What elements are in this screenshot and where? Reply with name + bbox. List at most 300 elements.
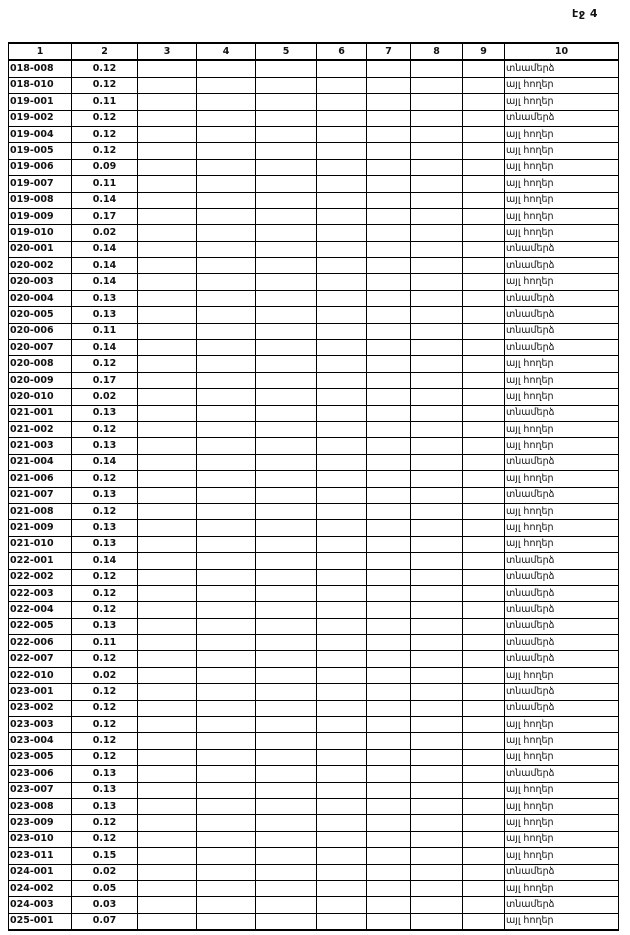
area-value-cell: 0.09 bbox=[72, 159, 138, 175]
plot-code-cell: 022-002 bbox=[9, 569, 72, 585]
table-row bbox=[9, 176, 619, 192]
plot-code-cell: 023-011 bbox=[9, 848, 72, 864]
empty-cell-col-4 bbox=[197, 176, 256, 192]
empty-cell-col-3 bbox=[138, 307, 197, 323]
table-row bbox=[9, 454, 619, 470]
area-value-cell: 0.07 bbox=[72, 913, 138, 930]
table-row bbox=[9, 356, 619, 372]
table-row bbox=[9, 323, 619, 339]
empty-cell-col-6 bbox=[317, 897, 367, 913]
empty-cell-col-4 bbox=[197, 487, 256, 503]
land-type-cell: այլ հողեր bbox=[505, 848, 619, 864]
empty-cell-col-9 bbox=[463, 274, 505, 290]
empty-cell-col-5 bbox=[256, 421, 317, 437]
empty-cell-col-8 bbox=[411, 536, 463, 552]
plot-code-cell: 022-010 bbox=[9, 667, 72, 683]
empty-cell-col-8 bbox=[411, 569, 463, 585]
empty-cell-col-8 bbox=[411, 503, 463, 519]
empty-cell-col-9 bbox=[463, 831, 505, 847]
empty-cell-col-7 bbox=[367, 208, 411, 224]
area-value-cell: 0.13 bbox=[72, 438, 138, 454]
empty-cell-col-5 bbox=[256, 192, 317, 208]
empty-cell-col-3 bbox=[138, 323, 197, 339]
empty-cell-col-9 bbox=[463, 635, 505, 651]
column-header-4: 4 bbox=[197, 43, 256, 60]
empty-cell-col-4 bbox=[197, 60, 256, 77]
empty-cell-col-8 bbox=[411, 110, 463, 126]
empty-cell-col-3 bbox=[138, 159, 197, 175]
land-type-cell: տնամերձ bbox=[505, 569, 619, 585]
empty-cell-col-5 bbox=[256, 471, 317, 487]
table-row bbox=[9, 602, 619, 618]
empty-cell-col-9 bbox=[463, 290, 505, 306]
empty-cell-col-6 bbox=[317, 143, 367, 159]
area-value-cell: 0.12 bbox=[72, 700, 138, 716]
land-type-cell: այլ հողեր bbox=[505, 421, 619, 437]
empty-cell-col-6 bbox=[317, 471, 367, 487]
empty-cell-col-9 bbox=[463, 815, 505, 831]
land-type-cell: տնամերձ bbox=[505, 897, 619, 913]
empty-cell-col-7 bbox=[367, 782, 411, 798]
land-type-cell: տնամերձ bbox=[505, 340, 619, 356]
empty-cell-col-5 bbox=[256, 208, 317, 224]
empty-cell-col-8 bbox=[411, 667, 463, 683]
empty-cell-col-9 bbox=[463, 553, 505, 569]
empty-cell-col-4 bbox=[197, 110, 256, 126]
land-type-cell: այլ հողեր bbox=[505, 913, 619, 930]
empty-cell-col-5 bbox=[256, 569, 317, 585]
empty-cell-col-3 bbox=[138, 143, 197, 159]
land-type-cell: այլ հողեր bbox=[505, 159, 619, 175]
empty-cell-col-3 bbox=[138, 880, 197, 896]
table-row bbox=[9, 798, 619, 814]
empty-cell-col-8 bbox=[411, 766, 463, 782]
empty-cell-col-3 bbox=[138, 749, 197, 765]
empty-cell-col-4 bbox=[197, 815, 256, 831]
empty-cell-col-7 bbox=[367, 241, 411, 257]
empty-cell-col-4 bbox=[197, 290, 256, 306]
empty-cell-col-3 bbox=[138, 94, 197, 110]
empty-cell-col-8 bbox=[411, 421, 463, 437]
empty-cell-col-3 bbox=[138, 520, 197, 536]
plot-code-cell: 020-003 bbox=[9, 274, 72, 290]
empty-cell-col-4 bbox=[197, 667, 256, 683]
empty-cell-col-8 bbox=[411, 487, 463, 503]
empty-cell-col-9 bbox=[463, 454, 505, 470]
plot-code-cell: 020-006 bbox=[9, 323, 72, 339]
column-header-6: 6 bbox=[317, 43, 367, 60]
plot-code-cell: 018-008 bbox=[9, 60, 72, 77]
empty-cell-col-9 bbox=[463, 77, 505, 93]
plot-code-cell: 023-008 bbox=[9, 798, 72, 814]
plot-code-cell: 021-009 bbox=[9, 520, 72, 536]
empty-cell-col-6 bbox=[317, 848, 367, 864]
empty-cell-col-7 bbox=[367, 651, 411, 667]
empty-cell-col-7 bbox=[367, 110, 411, 126]
empty-cell-col-4 bbox=[197, 372, 256, 388]
empty-cell-col-3 bbox=[138, 405, 197, 421]
empty-cell-col-4 bbox=[197, 635, 256, 651]
empty-cell-col-3 bbox=[138, 864, 197, 880]
empty-cell-col-7 bbox=[367, 848, 411, 864]
table-row bbox=[9, 651, 619, 667]
empty-cell-col-6 bbox=[317, 389, 367, 405]
empty-cell-col-6 bbox=[317, 815, 367, 831]
empty-cell-col-5 bbox=[256, 913, 317, 930]
empty-cell-col-5 bbox=[256, 389, 317, 405]
empty-cell-col-4 bbox=[197, 602, 256, 618]
empty-cell-col-9 bbox=[463, 110, 505, 126]
table-row bbox=[9, 274, 619, 290]
empty-cell-col-9 bbox=[463, 356, 505, 372]
area-value-cell: 0.12 bbox=[72, 651, 138, 667]
empty-cell-col-9 bbox=[463, 798, 505, 814]
table-row bbox=[9, 208, 619, 224]
empty-cell-col-7 bbox=[367, 159, 411, 175]
area-value-cell: 0.12 bbox=[72, 356, 138, 372]
empty-cell-col-8 bbox=[411, 60, 463, 77]
empty-cell-col-5 bbox=[256, 77, 317, 93]
land-type-cell: տնամերձ bbox=[505, 766, 619, 782]
empty-cell-col-5 bbox=[256, 241, 317, 257]
plot-code-cell: 023-007 bbox=[9, 782, 72, 798]
empty-cell-col-8 bbox=[411, 913, 463, 930]
empty-cell-col-3 bbox=[138, 372, 197, 388]
plot-code-cell: 020-005 bbox=[9, 307, 72, 323]
empty-cell-col-9 bbox=[463, 487, 505, 503]
empty-cell-col-6 bbox=[317, 438, 367, 454]
empty-cell-col-8 bbox=[411, 848, 463, 864]
plot-code-cell: 022-001 bbox=[9, 553, 72, 569]
empty-cell-col-7 bbox=[367, 225, 411, 241]
empty-cell-col-9 bbox=[463, 503, 505, 519]
land-type-cell: այլ հողեր bbox=[505, 880, 619, 896]
empty-cell-col-7 bbox=[367, 520, 411, 536]
empty-cell-col-4 bbox=[197, 585, 256, 601]
empty-cell-col-8 bbox=[411, 864, 463, 880]
area-value-cell: 0.12 bbox=[72, 60, 138, 77]
plot-code-cell: 020-007 bbox=[9, 340, 72, 356]
area-value-cell: 0.17 bbox=[72, 372, 138, 388]
empty-cell-col-3 bbox=[138, 208, 197, 224]
area-value-cell: 0.15 bbox=[72, 848, 138, 864]
empty-cell-col-5 bbox=[256, 143, 317, 159]
empty-cell-col-9 bbox=[463, 471, 505, 487]
empty-cell-col-5 bbox=[256, 405, 317, 421]
empty-cell-col-3 bbox=[138, 602, 197, 618]
empty-cell-col-3 bbox=[138, 553, 197, 569]
empty-cell-col-8 bbox=[411, 274, 463, 290]
land-type-cell: այլ հողեր bbox=[505, 520, 619, 536]
table-row bbox=[9, 94, 619, 110]
empty-cell-col-7 bbox=[367, 176, 411, 192]
table-row bbox=[9, 749, 619, 765]
empty-cell-col-9 bbox=[463, 241, 505, 257]
empty-cell-col-8 bbox=[411, 258, 463, 274]
empty-cell-col-3 bbox=[138, 176, 197, 192]
table-row bbox=[9, 307, 619, 323]
area-value-cell: 0.13 bbox=[72, 536, 138, 552]
empty-cell-col-7 bbox=[367, 503, 411, 519]
table-row bbox=[9, 290, 619, 306]
area-value-cell: 0.12 bbox=[72, 471, 138, 487]
empty-cell-col-3 bbox=[138, 831, 197, 847]
empty-cell-col-4 bbox=[197, 258, 256, 274]
empty-cell-col-6 bbox=[317, 258, 367, 274]
empty-cell-col-3 bbox=[138, 651, 197, 667]
empty-cell-col-6 bbox=[317, 569, 367, 585]
empty-cell-col-8 bbox=[411, 717, 463, 733]
empty-cell-col-5 bbox=[256, 438, 317, 454]
table-row bbox=[9, 553, 619, 569]
empty-cell-col-6 bbox=[317, 323, 367, 339]
empty-cell-col-6 bbox=[317, 635, 367, 651]
empty-cell-col-8 bbox=[411, 618, 463, 634]
empty-cell-col-4 bbox=[197, 192, 256, 208]
empty-cell-col-7 bbox=[367, 405, 411, 421]
land-type-cell: այլ հողեր bbox=[505, 782, 619, 798]
plot-code-cell: 022-004 bbox=[9, 602, 72, 618]
table-body bbox=[9, 60, 619, 930]
empty-cell-col-5 bbox=[256, 880, 317, 896]
empty-cell-col-8 bbox=[411, 225, 463, 241]
empty-cell-col-7 bbox=[367, 323, 411, 339]
empty-cell-col-5 bbox=[256, 94, 317, 110]
table-row bbox=[9, 733, 619, 749]
area-value-cell: 0.12 bbox=[72, 126, 138, 142]
table-row bbox=[9, 126, 619, 142]
table-row bbox=[9, 110, 619, 126]
plot-code-cell: 018-010 bbox=[9, 77, 72, 93]
land-type-cell: տնամերձ bbox=[505, 635, 619, 651]
empty-cell-col-7 bbox=[367, 126, 411, 142]
table-row bbox=[9, 520, 619, 536]
empty-cell-col-4 bbox=[197, 831, 256, 847]
empty-cell-col-5 bbox=[256, 733, 317, 749]
empty-cell-col-6 bbox=[317, 864, 367, 880]
empty-cell-col-7 bbox=[367, 389, 411, 405]
table-row bbox=[9, 487, 619, 503]
empty-cell-col-5 bbox=[256, 323, 317, 339]
table-row bbox=[9, 635, 619, 651]
land-type-cell: այլ հողեր bbox=[505, 503, 619, 519]
empty-cell-col-7 bbox=[367, 471, 411, 487]
land-type-cell: տնամերձ bbox=[505, 241, 619, 257]
empty-cell-col-9 bbox=[463, 897, 505, 913]
area-value-cell: 0.13 bbox=[72, 618, 138, 634]
empty-cell-col-5 bbox=[256, 585, 317, 601]
empty-cell-col-7 bbox=[367, 700, 411, 716]
empty-cell-col-4 bbox=[197, 798, 256, 814]
empty-cell-col-6 bbox=[317, 520, 367, 536]
empty-cell-col-3 bbox=[138, 618, 197, 634]
empty-cell-col-6 bbox=[317, 487, 367, 503]
land-type-cell: տնամերձ bbox=[505, 618, 619, 634]
empty-cell-col-8 bbox=[411, 700, 463, 716]
empty-cell-col-4 bbox=[197, 897, 256, 913]
empty-cell-col-8 bbox=[411, 405, 463, 421]
empty-cell-col-9 bbox=[463, 733, 505, 749]
plot-code-cell: 019-009 bbox=[9, 208, 72, 224]
empty-cell-col-3 bbox=[138, 897, 197, 913]
empty-cell-col-8 bbox=[411, 77, 463, 93]
plot-code-cell: 022-006 bbox=[9, 635, 72, 651]
empty-cell-col-3 bbox=[138, 241, 197, 257]
land-type-cell: տնամերձ bbox=[505, 553, 619, 569]
empty-cell-col-7 bbox=[367, 749, 411, 765]
empty-cell-col-5 bbox=[256, 848, 317, 864]
empty-cell-col-7 bbox=[367, 717, 411, 733]
land-type-cell: տնամերձ bbox=[505, 307, 619, 323]
land-type-cell: տնամերձ bbox=[505, 405, 619, 421]
empty-cell-col-6 bbox=[317, 126, 367, 142]
empty-cell-col-6 bbox=[317, 536, 367, 552]
table-row bbox=[9, 60, 619, 77]
empty-cell-col-9 bbox=[463, 651, 505, 667]
empty-cell-col-7 bbox=[367, 733, 411, 749]
empty-cell-col-3 bbox=[138, 77, 197, 93]
land-type-cell: տնամերձ bbox=[505, 864, 619, 880]
area-value-cell: 0.12 bbox=[72, 831, 138, 847]
empty-cell-col-5 bbox=[256, 635, 317, 651]
empty-cell-col-8 bbox=[411, 340, 463, 356]
empty-cell-col-4 bbox=[197, 553, 256, 569]
empty-cell-col-9 bbox=[463, 94, 505, 110]
empty-cell-col-9 bbox=[463, 60, 505, 77]
table-row bbox=[9, 225, 619, 241]
empty-cell-col-5 bbox=[256, 60, 317, 77]
empty-cell-col-5 bbox=[256, 290, 317, 306]
table-row bbox=[9, 864, 619, 880]
land-type-cell: այլ հողեր bbox=[505, 389, 619, 405]
empty-cell-col-9 bbox=[463, 307, 505, 323]
area-value-cell: 0.02 bbox=[72, 667, 138, 683]
empty-cell-col-9 bbox=[463, 143, 505, 159]
empty-cell-col-8 bbox=[411, 651, 463, 667]
empty-cell-col-7 bbox=[367, 94, 411, 110]
empty-cell-col-7 bbox=[367, 602, 411, 618]
plot-code-cell: 022-007 bbox=[9, 651, 72, 667]
land-type-cell: այլ հողեր bbox=[505, 225, 619, 241]
empty-cell-col-3 bbox=[138, 110, 197, 126]
table-row bbox=[9, 717, 619, 733]
empty-cell-col-3 bbox=[138, 340, 197, 356]
empty-cell-col-7 bbox=[367, 421, 411, 437]
land-type-cell: այլ հողեր bbox=[505, 471, 619, 487]
plot-code-cell: 021-010 bbox=[9, 536, 72, 552]
empty-cell-col-6 bbox=[317, 733, 367, 749]
empty-cell-col-8 bbox=[411, 635, 463, 651]
empty-cell-col-4 bbox=[197, 503, 256, 519]
empty-cell-col-5 bbox=[256, 159, 317, 175]
empty-cell-col-8 bbox=[411, 880, 463, 896]
empty-cell-col-5 bbox=[256, 897, 317, 913]
empty-cell-col-6 bbox=[317, 421, 367, 437]
empty-cell-col-8 bbox=[411, 454, 463, 470]
empty-cell-col-4 bbox=[197, 389, 256, 405]
empty-cell-col-4 bbox=[197, 241, 256, 257]
empty-cell-col-6 bbox=[317, 340, 367, 356]
empty-cell-col-5 bbox=[256, 667, 317, 683]
table-row bbox=[9, 585, 619, 601]
land-type-cell: այլ հողեր bbox=[505, 176, 619, 192]
empty-cell-col-5 bbox=[256, 536, 317, 552]
empty-cell-col-5 bbox=[256, 487, 317, 503]
area-value-cell: 0.12 bbox=[72, 569, 138, 585]
table-row bbox=[9, 766, 619, 782]
plot-code-cell: 023-010 bbox=[9, 831, 72, 847]
area-value-cell: 0.14 bbox=[72, 258, 138, 274]
empty-cell-col-9 bbox=[463, 782, 505, 798]
empty-cell-col-9 bbox=[463, 225, 505, 241]
empty-cell-col-4 bbox=[197, 766, 256, 782]
area-value-cell: 0.13 bbox=[72, 798, 138, 814]
empty-cell-col-7 bbox=[367, 667, 411, 683]
empty-cell-col-6 bbox=[317, 159, 367, 175]
empty-cell-col-9 bbox=[463, 585, 505, 601]
land-type-cell: այլ հողեր bbox=[505, 717, 619, 733]
plot-code-cell: 020-008 bbox=[9, 356, 72, 372]
empty-cell-col-6 bbox=[317, 274, 367, 290]
plot-code-cell: 022-003 bbox=[9, 585, 72, 601]
empty-cell-col-3 bbox=[138, 60, 197, 77]
empty-cell-col-9 bbox=[463, 405, 505, 421]
empty-cell-col-9 bbox=[463, 159, 505, 175]
table-row bbox=[9, 421, 619, 437]
land-type-cell: այլ հողեր bbox=[505, 274, 619, 290]
plot-code-cell: 023-004 bbox=[9, 733, 72, 749]
empty-cell-col-3 bbox=[138, 258, 197, 274]
plot-code-cell: 019-007 bbox=[9, 176, 72, 192]
table-row bbox=[9, 782, 619, 798]
land-type-cell: տնամերձ bbox=[505, 487, 619, 503]
empty-cell-col-6 bbox=[317, 880, 367, 896]
empty-cell-col-6 bbox=[317, 192, 367, 208]
empty-cell-col-7 bbox=[367, 569, 411, 585]
empty-cell-col-4 bbox=[197, 569, 256, 585]
area-value-cell: 0.14 bbox=[72, 241, 138, 257]
table-row bbox=[9, 241, 619, 257]
empty-cell-col-6 bbox=[317, 700, 367, 716]
plot-code-cell: 020-009 bbox=[9, 372, 72, 388]
land-type-cell: այլ հողեր bbox=[505, 372, 619, 388]
plot-code-cell: 021-004 bbox=[9, 454, 72, 470]
area-value-cell: 0.12 bbox=[72, 585, 138, 601]
empty-cell-col-7 bbox=[367, 143, 411, 159]
area-value-cell: 0.05 bbox=[72, 880, 138, 896]
area-value-cell: 0.14 bbox=[72, 340, 138, 356]
empty-cell-col-7 bbox=[367, 553, 411, 569]
empty-cell-col-4 bbox=[197, 126, 256, 142]
table-row bbox=[9, 438, 619, 454]
empty-cell-col-5 bbox=[256, 815, 317, 831]
empty-cell-col-7 bbox=[367, 897, 411, 913]
empty-cell-col-4 bbox=[197, 307, 256, 323]
table-row bbox=[9, 143, 619, 159]
plot-code-cell: 020-004 bbox=[9, 290, 72, 306]
plot-code-cell: 023-009 bbox=[9, 815, 72, 831]
plot-code-cell: 021-008 bbox=[9, 503, 72, 519]
empty-cell-col-3 bbox=[138, 126, 197, 142]
plot-code-cell: 023-003 bbox=[9, 717, 72, 733]
empty-cell-col-9 bbox=[463, 520, 505, 536]
empty-cell-col-9 bbox=[463, 176, 505, 192]
plot-code-cell: 019-001 bbox=[9, 94, 72, 110]
empty-cell-col-4 bbox=[197, 618, 256, 634]
empty-cell-col-4 bbox=[197, 356, 256, 372]
empty-cell-col-5 bbox=[256, 356, 317, 372]
plot-code-cell: 021-007 bbox=[9, 487, 72, 503]
